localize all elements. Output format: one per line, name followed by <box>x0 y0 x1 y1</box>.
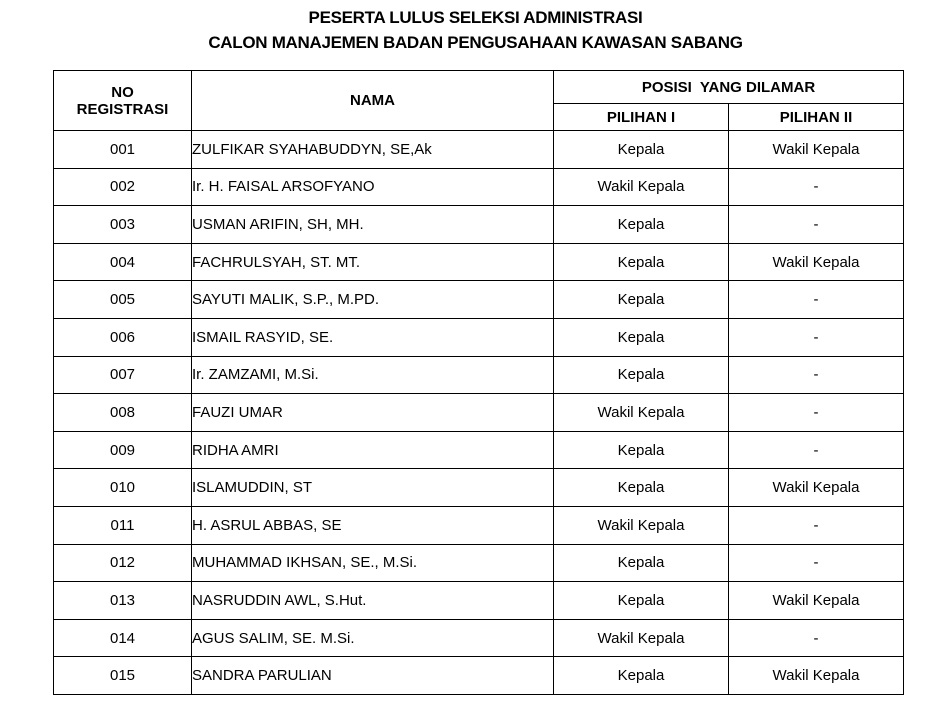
table-header <box>54 71 904 131</box>
cell-no-registrasi: 008 <box>54 394 192 432</box>
cell-pilihan-1: Kepala <box>554 356 729 394</box>
cell-pilihan-2: - <box>729 168 904 206</box>
cell-nama: Ir. ZAMZAMI, M.Si. <box>192 356 554 394</box>
cell-no-registrasi: 012 <box>54 544 192 582</box>
table-row <box>54 544 904 582</box>
header-pilihan-1: PILIHAN I <box>554 104 729 131</box>
cell-no-registrasi: 003 <box>54 206 192 244</box>
cell-no-registrasi: 013 <box>54 582 192 620</box>
header-no-line2: REGISTRASI <box>76 100 169 118</box>
cell-pilihan-1: Wakil Kepala <box>554 619 729 657</box>
cell-no-registrasi: 006 <box>54 318 192 356</box>
cell-no-registrasi: 007 <box>54 356 192 394</box>
cell-pilihan-2: Wakil Kepala <box>729 469 904 507</box>
cell-no-registrasi: 015 <box>54 657 192 695</box>
cell-no-registrasi: 001 <box>54 131 192 169</box>
cell-pilihan-2: - <box>729 206 904 244</box>
table-row <box>54 168 904 206</box>
cell-pilihan-1: Kepala <box>554 243 729 281</box>
header-nama: NAMA <box>192 71 554 131</box>
cell-pilihan-1: Kepala <box>554 657 729 695</box>
header-pilihan-2: PILIHAN II <box>729 104 904 131</box>
table-row <box>54 243 904 281</box>
table-row <box>54 206 904 244</box>
cell-pilihan-1: Kepala <box>554 318 729 356</box>
cell-pilihan-2: - <box>729 356 904 394</box>
table-row <box>54 131 904 169</box>
table-row <box>54 431 904 469</box>
cell-pilihan-2: Wakil Kepala <box>729 131 904 169</box>
header-no-registrasi <box>54 71 192 131</box>
table-row <box>54 281 904 319</box>
table-row <box>54 657 904 695</box>
cell-no-registrasi: 011 <box>54 506 192 544</box>
cell-no-registrasi: 014 <box>54 619 192 657</box>
cell-pilihan-1: Wakil Kepala <box>554 394 729 432</box>
cell-nama: ISMAIL RASYID, SE. <box>192 318 554 356</box>
cell-pilihan-2: - <box>729 431 904 469</box>
cell-pilihan-2: - <box>729 544 904 582</box>
table-body <box>54 131 904 695</box>
cell-no-registrasi: 004 <box>54 243 192 281</box>
table-row <box>54 318 904 356</box>
cell-pilihan-1: Kepala <box>554 206 729 244</box>
cell-pilihan-2: - <box>729 318 904 356</box>
document-title: PESERTA LULUS SELEKSI ADMINISTRASI <box>308 8 643 27</box>
header-posisi: POSISI YANG DILAMAR <box>554 71 904 104</box>
cell-pilihan-2: Wakil Kepala <box>729 582 904 620</box>
cell-pilihan-1: Kepala <box>554 544 729 582</box>
cell-pilihan-1: Kepala <box>554 469 729 507</box>
cell-nama: MUHAMMAD IKHSAN, SE., M.Si. <box>192 544 554 582</box>
table-row <box>54 469 904 507</box>
cell-pilihan-2: - <box>729 281 904 319</box>
cell-pilihan-1: Kepala <box>554 131 729 169</box>
cell-pilihan-1: Kepala <box>554 281 729 319</box>
cell-no-registrasi: 010 <box>54 469 192 507</box>
cell-nama: FAUZI UMAR <box>192 394 554 432</box>
cell-nama: SANDRA PARULIAN <box>192 657 554 695</box>
registration-table <box>53 70 904 695</box>
table-row <box>54 356 904 394</box>
cell-pilihan-2: - <box>729 394 904 432</box>
cell-pilihan-2: Wakil Kepala <box>729 657 904 695</box>
cell-no-registrasi: 002 <box>54 168 192 206</box>
table-row <box>54 394 904 432</box>
cell-pilihan-1: Kepala <box>554 582 729 620</box>
cell-pilihan-1: Wakil Kepala <box>554 506 729 544</box>
cell-nama: RIDHA AMRI <box>192 431 554 469</box>
header-no-line1: NO <box>111 83 134 101</box>
table-row <box>54 582 904 620</box>
cell-nama: AGUS SALIM, SE. M.Si. <box>192 619 554 657</box>
cell-nama: Ir. H. FAISAL ARSOFYANO <box>192 168 554 206</box>
cell-nama: ZULFIKAR SYAHABUDDYN, SE,Ak <box>192 131 554 169</box>
cell-pilihan-2: Wakil Kepala <box>729 243 904 281</box>
cell-pilihan-1: Wakil Kepala <box>554 168 729 206</box>
table-row <box>54 506 904 544</box>
cell-nama: FACHRULSYAH, ST. MT. <box>192 243 554 281</box>
cell-nama: NASRUDDIN AWL, S.Hut. <box>192 582 554 620</box>
document-subtitle: CALON MANAJEMEN BADAN PENGUSAHAAN KAWASAN SABANG <box>208 33 743 52</box>
cell-nama: ISLAMUDDIN, ST <box>192 469 554 507</box>
cell-pilihan-2: - <box>729 506 904 544</box>
cell-nama: SAYUTI MALIK, S.P., M.PD. <box>192 281 554 319</box>
cell-nama: USMAN ARIFIN, SH, MH. <box>192 206 554 244</box>
cell-no-registrasi: 009 <box>54 431 192 469</box>
cell-no-registrasi: 005 <box>54 281 192 319</box>
cell-pilihan-2: - <box>729 619 904 657</box>
cell-nama: H. ASRUL ABBAS, SE <box>192 506 554 544</box>
table-row <box>54 619 904 657</box>
cell-pilihan-1: Kepala <box>554 431 729 469</box>
